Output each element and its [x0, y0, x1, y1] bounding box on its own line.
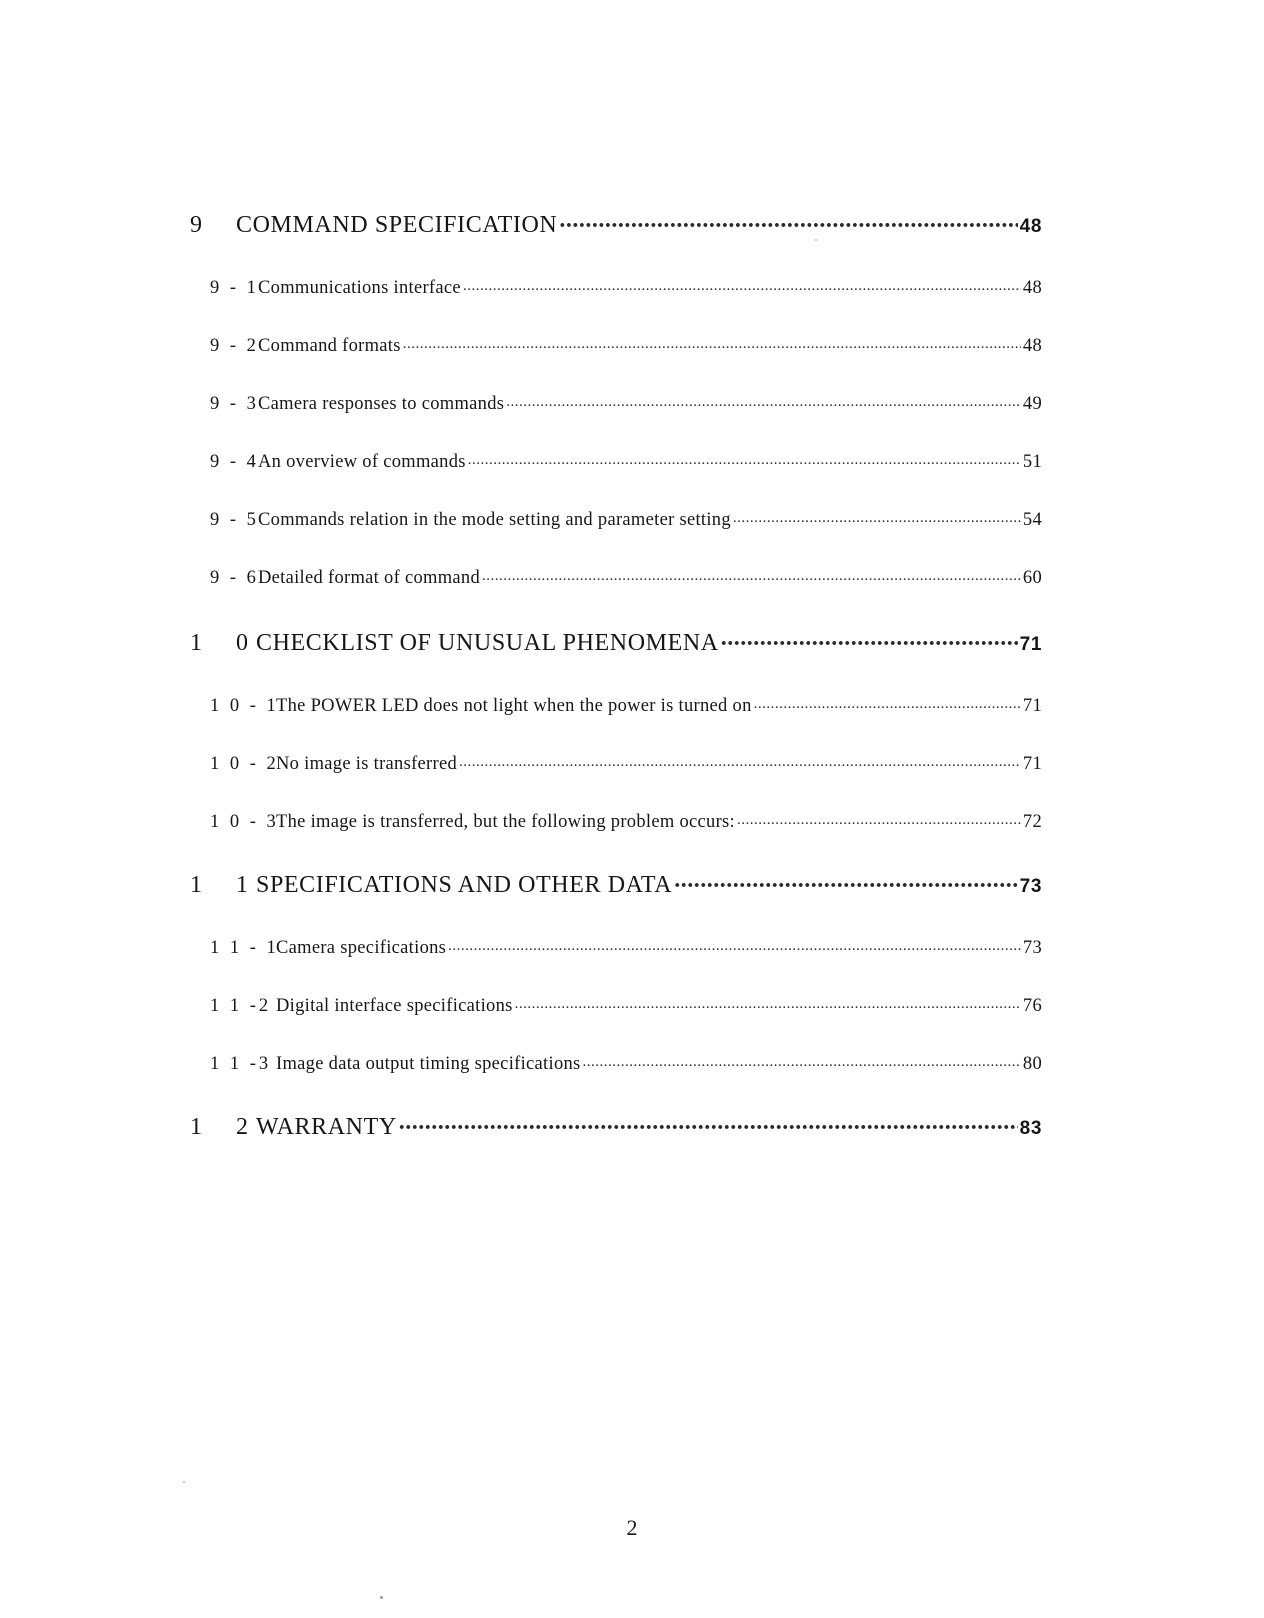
toc-number: 9 - 1 [210, 277, 259, 298]
toc-title: No image is transferred [276, 753, 458, 774]
toc-section-9-4 [210, 448, 1042, 473]
toc-page: 83 [1019, 1118, 1042, 1139]
toc-title: WARRANTY [256, 1114, 397, 1140]
toc-page: 71 [1022, 753, 1042, 774]
toc-page: 49 [1022, 393, 1042, 414]
dot-leader [754, 692, 1021, 711]
toc-section-10-1 [210, 692, 1042, 717]
toc-page: 71 [1022, 695, 1042, 716]
toc-page: 80 [1022, 1053, 1042, 1074]
toc-number: 1 1 [190, 872, 262, 898]
toc-title: An overview of commands [258, 451, 466, 472]
toc-number: 9 - 2 [210, 335, 259, 356]
toc-title: Commands relation in the mode setting and parameter setting [258, 509, 731, 530]
toc-section-9-2 [210, 332, 1042, 357]
toc-section-9-6 [210, 564, 1042, 589]
toc-number: 1 0 - 3 [210, 811, 279, 832]
scan-speck [183, 1481, 185, 1483]
toc-chapter-9 [190, 208, 1042, 239]
toc-number: 9 - 6 [210, 567, 259, 588]
toc-number: 1 1 -2 [210, 995, 272, 1016]
toc-section-11-3 [210, 1050, 1042, 1075]
toc-title: Detailed format of command [258, 567, 481, 588]
dot-leader [674, 868, 1017, 892]
toc-section-10-3 [210, 808, 1042, 833]
toc-number: 1 0 - 1 [210, 695, 279, 716]
scan-speck [815, 239, 817, 241]
toc-title: CHECKLIST OF UNUSUAL PHENOMENA [256, 630, 719, 656]
toc-section-11-2 [210, 992, 1042, 1017]
toc-chapter-11 [190, 868, 1042, 899]
dot-leader [733, 506, 1021, 525]
dot-leader [721, 626, 1018, 650]
toc-title: Digital interface specifications [276, 995, 513, 1016]
toc-title: The image is transferred, but the following problem occurs: [276, 811, 735, 832]
toc-number: 9 - 5 [210, 509, 259, 530]
toc-title: SPECIFICATIONS AND OTHER DATA [256, 872, 673, 898]
toc-page: 60 [1022, 567, 1042, 588]
dot-leader [403, 332, 1021, 351]
dot-leader [559, 208, 1017, 232]
toc-page: 54 [1022, 509, 1042, 530]
toc-number: 1 0 [190, 630, 262, 656]
toc-page: 73 [1022, 937, 1042, 958]
toc-title: The POWER LED does not light when the power is turned on [276, 695, 752, 716]
toc-title: COMMAND SPECIFICATION [236, 212, 558, 238]
toc-chapter-10 [190, 626, 1042, 657]
toc-section-11-1 [210, 934, 1042, 959]
toc-section-10-2 [210, 750, 1042, 775]
toc-number: 9 [190, 212, 208, 238]
toc-title: Communications interface [258, 277, 461, 298]
toc-title: Command formats [258, 335, 401, 356]
toc-number: 9 - 4 [210, 451, 259, 472]
toc-page: 51 [1022, 451, 1042, 472]
dot-leader [482, 564, 1021, 583]
toc-section-9-1 [210, 274, 1042, 299]
toc-page: 48 [1019, 216, 1042, 237]
toc-number: 1 0 - 2 [210, 753, 279, 774]
scan-speck [380, 1596, 383, 1599]
toc-number: 1 1 -3 [210, 1053, 272, 1074]
toc-number: 1 2 [190, 1114, 262, 1140]
dot-leader [399, 1110, 1018, 1134]
dot-leader [583, 1050, 1021, 1069]
toc-title: Camera responses to commands [258, 393, 505, 414]
toc-section-9-5 [210, 506, 1042, 531]
toc-page: 48 [1022, 335, 1042, 356]
dot-leader [515, 992, 1021, 1011]
toc-page: 48 [1022, 277, 1042, 298]
dot-leader [463, 274, 1021, 293]
toc-number: 1 1 - 1 [210, 937, 279, 958]
dot-leader [468, 448, 1021, 467]
toc-chapter-12 [190, 1110, 1042, 1141]
dot-leader [506, 390, 1021, 409]
toc-section-9-3 [210, 390, 1042, 415]
toc-title: Image data output timing specifications [276, 1053, 581, 1074]
toc-page: 76 [1022, 995, 1042, 1016]
page-number: 2 [626, 1515, 638, 1540]
dot-leader [459, 750, 1021, 769]
toc-page: 73 [1019, 876, 1042, 897]
toc-page: 72 [1022, 811, 1042, 832]
toc-page: 71 [1019, 634, 1042, 655]
dot-leader [737, 808, 1021, 827]
toc-number: 9 - 3 [210, 393, 259, 414]
dot-leader [448, 934, 1021, 953]
toc-title: Camera specifications [276, 937, 447, 958]
